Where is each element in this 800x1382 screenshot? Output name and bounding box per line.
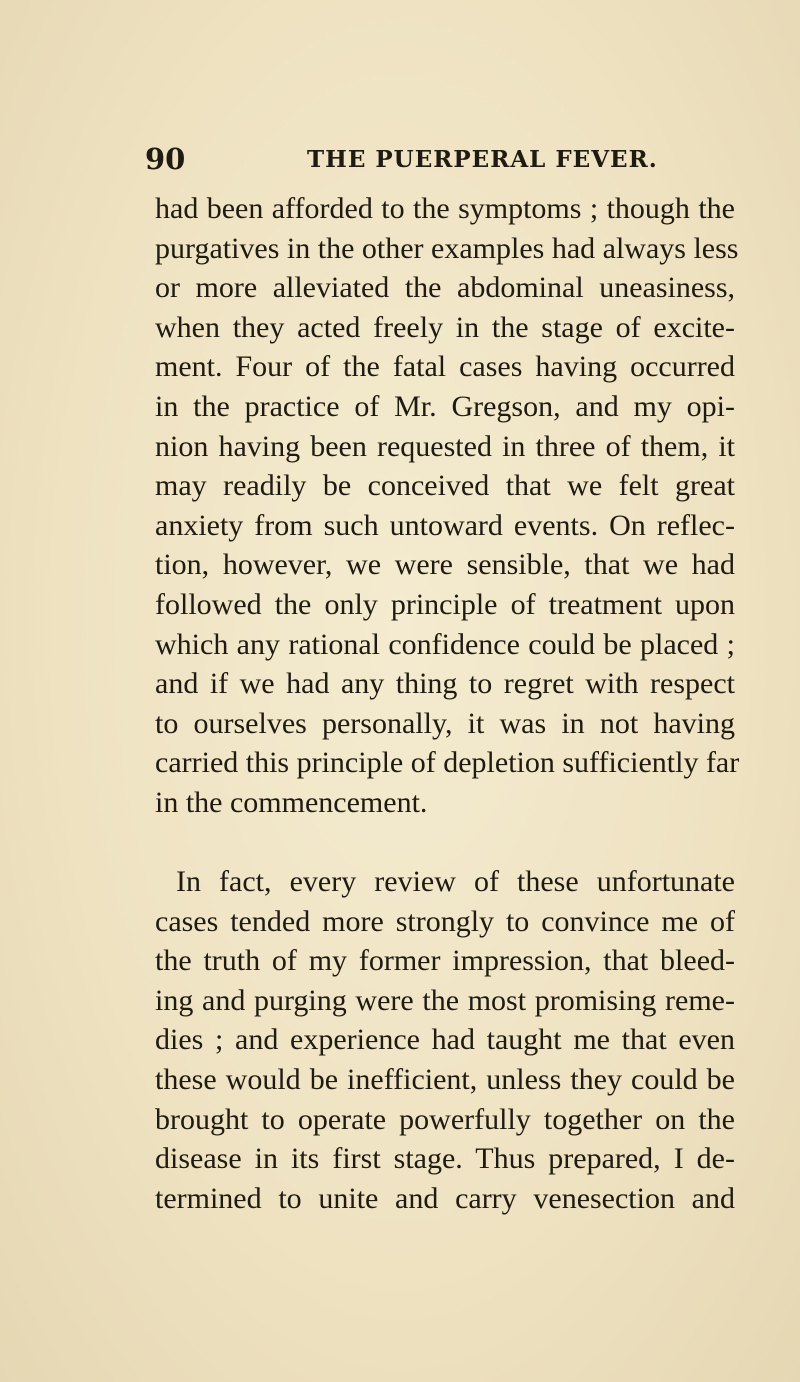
text-line: in the practice of Mr. Gregson, and my opi- <box>155 389 735 423</box>
text-line: In fact, every review of these unfortunate <box>176 865 735 899</box>
text-line: had been afforded to the symptoms ; though the <box>155 192 735 225</box>
page-header <box>145 142 685 182</box>
text-line: dies ; and experience had taught me that even <box>155 1023 735 1057</box>
text-line: to ourselves personally, it was in not having <box>155 706 735 740</box>
text-line: these would be inefficient, unless they could be <box>155 1063 735 1097</box>
text-line: nion having been requested in three of them, it <box>155 429 735 463</box>
text-line: or more alleviated the abdominal uneasiness, <box>155 271 735 305</box>
text-line: termined to unite and carry venesection and <box>155 1181 735 1215</box>
text-line: anxiety from such untoward events. On reflec- <box>155 508 735 542</box>
text-line: the truth of my former impression, that bleed- <box>155 944 735 978</box>
body-text <box>155 189 740 1218</box>
text-line: disease in its first stage. Thus prepared, I de- <box>155 1142 735 1176</box>
text-line: carried this principle of depletion sufficiently far <box>155 746 740 780</box>
text-line: ment. Four of the fatal cases having occurred <box>155 350 735 384</box>
text-line: which any rational confidence could be placed ; <box>155 627 735 661</box>
text-line: ing and purging were the most promising reme- <box>155 983 735 1017</box>
text-line: cases tended more strongly to convince me of <box>155 904 735 938</box>
text-line: in the commencement. <box>155 785 428 819</box>
text-line: purgatives in the other examples had always less <box>155 231 739 265</box>
text-line: when they acted freely in the stage of excite- <box>155 310 735 344</box>
page-number: 90 <box>145 142 186 176</box>
text-line: brought to operate powerfully together on the <box>155 1102 735 1136</box>
text-line: and if we had any thing to regret with respect <box>155 667 735 701</box>
text-line: tion, however, we were sensible, that we had <box>155 548 735 582</box>
text-line: followed the only principle of treatment upon <box>155 587 735 621</box>
text-line: may readily be conceived that we felt great <box>155 469 735 503</box>
paragraph-break <box>155 823 735 863</box>
running-head: THE PUERPERAL FEVER. <box>307 146 658 173</box>
